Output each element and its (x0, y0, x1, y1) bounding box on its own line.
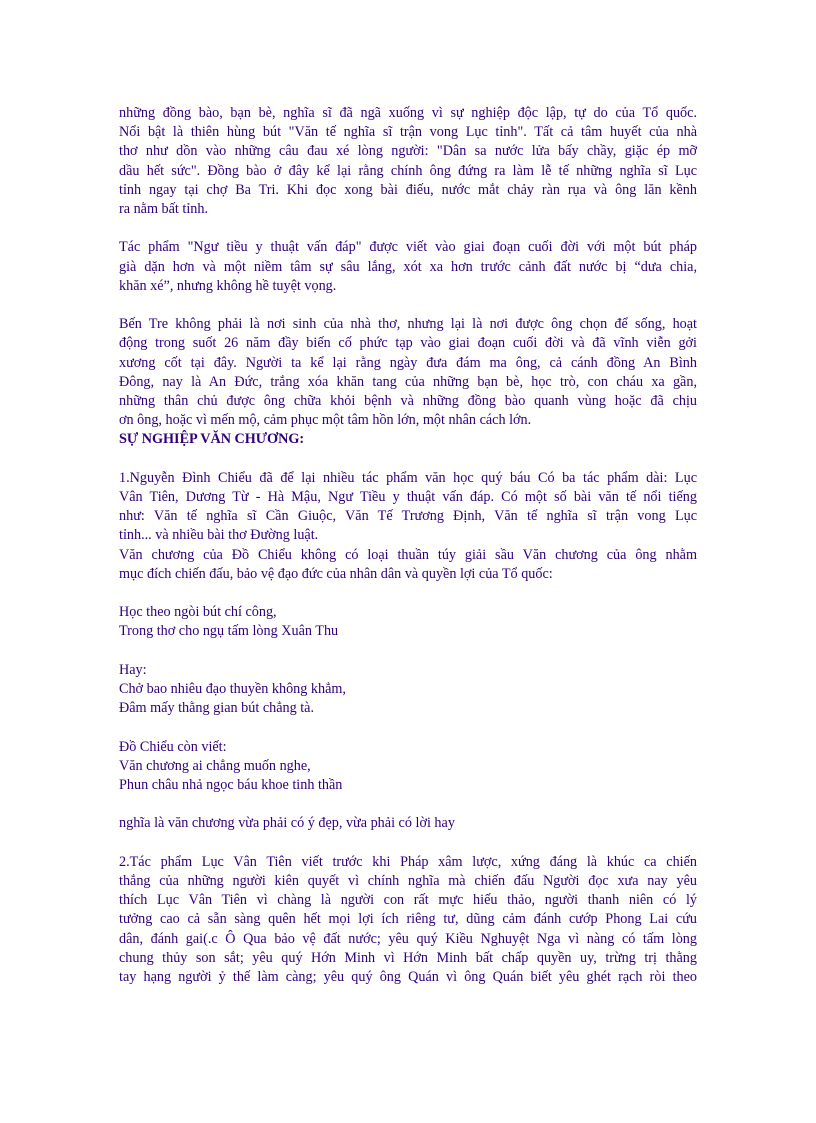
poem-excerpt-1 (119, 603, 697, 641)
paragraph-ben-tre (119, 315, 697, 430)
text-line: tưởng cao cả sẵn sàng quên hết mọi lợi ích riêng tư, dũng cảm đánh cướp Phong Lai cứu (119, 911, 697, 928)
text-line: mục đích chiến đấu, bảo vệ đạo đức của nhân dân và quyền lợi của Tổ quốc: (119, 565, 553, 582)
document-body (119, 104, 697, 987)
text-line: 1.Nguyễn Đình Chiểu đã để lại nhiều tác phẩm văn học quý báu Có ba tác phẩm dài: Lục (119, 469, 697, 486)
text-line: Tác phẩm "Ngư tiều y thuật vấn đáp" được viết vào giai đoạn cuối đời với một bút pháp (119, 239, 697, 256)
text-line: tỉnh ngay tại chợ Ba Tri. Khi đọc xong bài điếu, nước mắt chảy ràn rụa và ông lăn kềnh (119, 181, 697, 198)
verse-line: Đồ Chiểu còn viết: (119, 738, 227, 755)
poem-excerpt-3 (119, 738, 697, 796)
text-line: dầu hết sức". Đồng bào ở đây kể lại rằng chính ông đứng ra làm lễ tế những nghĩa sĩ Lục (119, 162, 697, 179)
text-line: Bến Tre không phải là nơi sinh của nhà thơ, nhưng lại là nơi được ông chọn để sống, hoạt (119, 316, 697, 333)
paragraph-ngu-tieu (119, 238, 697, 296)
text-line: tay hạng người ỷ thế làm càng; yêu quý ông Quán vì ông Quán biết yêu ghét rạch ròi theo (119, 969, 697, 986)
poem-excerpt-2 (119, 661, 697, 719)
verse-line: Học theo ngòi bút chí công, (119, 604, 277, 621)
text-line: khăn xé”, nhưng không hề tuyệt vọng. (119, 277, 337, 294)
text-line: nghĩa là văn chương vừa phải có ý đẹp, vừa phải có lời hay (119, 815, 455, 832)
section-heading: SỰ NGHIỆP VĂN CHƯƠNG: (119, 431, 305, 448)
text-line: như: Văn tế nghĩa sĩ Cần Giuộc, Văn Tế Trương Định, Văn tế nghĩa sĩ trận vong Lục (119, 508, 697, 525)
paragraph-tribute (119, 104, 697, 219)
text-line: thích Lục Vân Tiên vì chàng là người con rất mực hiếu thảo, người thanh niên có lý (119, 892, 697, 909)
paragraph-meaning (119, 814, 697, 833)
verse-line: Chở bao nhiêu đạo thuyền không khẳm, (119, 681, 346, 698)
text-line: Nổi bật là thiên hùng bút "Văn tế nghĩa sĩ trận vong Lục tỉnh". Tất cả tâm huyết của nhà (119, 124, 697, 141)
paragraph-luc-van-tien (119, 853, 697, 987)
text-line: động trong suốt 26 năm đầy biến cố phức tạp vào giai đoạn cuối đời và đã vĩnh viễn gởi (119, 335, 697, 352)
text-line: Đông, nay là An Đức, trắng xóa khăn tang của những bạn bè, học trò, con cháu xa gần, (119, 373, 697, 390)
text-line: ơn ông, hoặc vì mến mộ, cảm phục một tâm hồn lớn, một nhân cách lớn. (119, 412, 532, 429)
text-line: thắng của những người kiên quyết vì chính nghĩa mà chiến đấu Người đọc xưa nay yêu (119, 873, 697, 889)
text-line: Vân Tiên, Dương Từ - Hà Mậu, Ngư Tiều y thuật vấn đáp. Có một số bài văn tế nổi tiếng (119, 489, 697, 506)
text-line: thơ như dồn vào những câu đau xé lòng người: "Dân sa nước lửa bấy chầy, giặc ép mỡ (119, 143, 697, 160)
verse-line: Đâm mấy thằng gian bút chẳng tà. (119, 700, 315, 717)
text-line: tỉnh... và nhiều bài thơ Đường luật. (119, 527, 319, 544)
verse-line: Văn chương ai chẳng muốn nghe, (119, 757, 311, 774)
text-line: những đồng bào, bạn bè, nghĩa sĩ đã ngã xuống vì sự nghiệp độc lập, tự do của Tổ quốc. (119, 105, 697, 121)
text-line: Văn chương của Đồ Chiểu không có loại thuần túy giải sầu Văn chương của ông nhằm (119, 546, 697, 563)
text-line: già dặn hơn và một niềm tâm sự sâu lắng, xót xa hơn trước cảnh đất nước bị “dưa chia, (119, 258, 697, 275)
verse-line: Trong thơ cho ngụ tấm lòng Xuân Thu (119, 623, 339, 640)
text-line: ra nằm bất tỉnh. (119, 201, 209, 218)
text-line: dân, đánh gai(.c Ô Qua bảo vệ đất nước; yêu quý Kiều Nghuyệt Nga vì nàng có tấm lòng (119, 930, 697, 947)
verse-line: Phun châu nhả ngọc báu khoe tinh thần (119, 777, 343, 794)
text-line: chung thủy son sắt; yêu quý Hớn Minh vì Hớn Minh bất chấp quyền uy, trừng trị thằng (119, 949, 697, 966)
text-line: xương cốt tại đây. Người ta kể lại rằng ngày đưa đám ma ông, cả cánh đồng An Bình (119, 354, 697, 371)
verse-line: Hay: (119, 661, 147, 678)
paragraph-works (119, 469, 697, 584)
text-line: 2.Tác phẩm Lục Vân Tiên viết trước khi Pháp xâm lược, xứng đáng là khúc ca chiến (119, 853, 697, 870)
text-line: những thân chủ được ông chữa khỏi bệnh và những đồng bào quanh vùng hoặc đã chịu (119, 393, 697, 410)
